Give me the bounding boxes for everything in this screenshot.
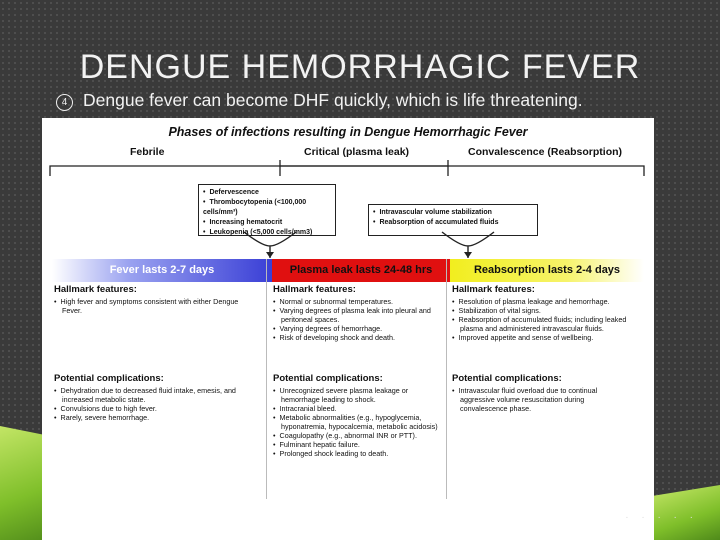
hallmark-item: • Improved appetite and sense of wellbeing. bbox=[452, 333, 632, 342]
bullet-text: Dengue fever can become DHF quickly, which is life threatening. bbox=[83, 90, 583, 110]
dhf-phases-figure bbox=[42, 118, 654, 540]
hallmark-critical bbox=[273, 285, 443, 342]
complication-item: • Coagulopathy (e.g., abnormal INR or PTT). bbox=[273, 431, 445, 440]
hallmark-item: • Risk of developing shock and death. bbox=[273, 333, 443, 342]
complications-heading: Potential complications: bbox=[54, 373, 164, 384]
slide-title: DENGUE HEMORRHAGIC FEVER bbox=[79, 48, 641, 86]
complication-item: • Fulminant hepatic failure. bbox=[273, 440, 445, 449]
complication-item: • Intravascular fluid overload due to continual aggressive volume resuscitation during convalescence phase. bbox=[452, 386, 632, 413]
complications-febrile bbox=[54, 374, 264, 422]
complications-heading: Potential complications: bbox=[273, 373, 383, 384]
complication-item: • Convulsions due to high fever. bbox=[54, 404, 264, 413]
box-item: • Thrombocytopenia (<100,000 cells/mm³) bbox=[203, 198, 331, 218]
complication-item: • Intracranial bleed. bbox=[273, 404, 445, 413]
complication-item: • Dehydration due to decreased fluid intake, emesis, and increased metabolic state. bbox=[54, 386, 264, 404]
complication-item: • Unrecognized severe plasma leakage or hemorrhage leading to shock. bbox=[273, 386, 445, 404]
box-item: • Reabsorption of accumulated fluids bbox=[373, 218, 533, 228]
hallmark-item: • Varying degrees of hemorrhage. bbox=[273, 324, 443, 333]
corner-dots: · · · · · bbox=[625, 512, 698, 523]
bullet-icon: 4 bbox=[56, 94, 73, 111]
box-item: • Leukopenia (<5,000 cells/mm3) bbox=[203, 228, 331, 238]
complications-heading: Potential complications: bbox=[452, 373, 562, 384]
hallmark-heading: Hallmark features: bbox=[273, 284, 356, 295]
hallmark-item: • Reabsorption of accumulated fluids; including leaked plasma and administered intravascular fluids. bbox=[452, 315, 632, 333]
hallmark-convalescence bbox=[452, 285, 632, 342]
box-item: • Defervescence bbox=[203, 188, 331, 198]
column-divider bbox=[446, 259, 447, 499]
box-critical-onset bbox=[198, 184, 336, 236]
box-item: • Intravascular volume stabilization bbox=[373, 208, 533, 218]
hallmark-item: • Varying degrees of plasma leak into pleural and peritoneal spaces. bbox=[273, 306, 443, 324]
hallmark-item: • Normal or subnormal temperatures. bbox=[273, 297, 443, 306]
column-divider bbox=[266, 259, 267, 499]
phase-convalescence: Convalescence (Reabsorption) bbox=[468, 146, 623, 158]
complication-item: • Metabolic abnormalities (e.g., hypoglycemia, hyponatremia, hypocalcemia, metabolic acidosis) bbox=[273, 413, 445, 431]
complications-convalescence bbox=[452, 374, 632, 413]
hallmark-heading: Hallmark features: bbox=[54, 284, 137, 295]
hallmark-heading: Hallmark features: bbox=[452, 284, 535, 295]
band-fever: Fever lasts 2-7 days bbox=[52, 259, 272, 282]
box-item: • Increasing hematocrit bbox=[203, 218, 331, 228]
slide-bullet bbox=[56, 90, 583, 111]
phase-brackets bbox=[48, 158, 648, 178]
complications-critical bbox=[273, 374, 445, 458]
hallmark-item: • High fever and symptoms consistent with either Dengue Fever. bbox=[54, 297, 259, 315]
band-plasma-leak: Plasma leak lasts 24-48 hrs bbox=[272, 259, 450, 282]
complication-item: • Prolonged shock leading to death. bbox=[273, 449, 445, 458]
hallmark-item: • Resolution of plasma leakage and hemorrhage. bbox=[452, 297, 632, 306]
figure-title: Phases of infections resulting in Dengue Hemorrhagic Fever bbox=[168, 125, 528, 139]
phase-febrile: Febrile bbox=[130, 146, 165, 158]
hallmark-item: • Stabilization of vital signs. bbox=[452, 306, 632, 315]
band-reabsorption: Reabsorption lasts 2-4 days bbox=[450, 259, 644, 282]
hallmark-febrile bbox=[54, 285, 259, 315]
connector-braces bbox=[242, 230, 542, 260]
complication-item: • Rarely, severe hemorrhage. bbox=[54, 413, 264, 422]
phase-critical: Critical (plasma leak) bbox=[304, 146, 410, 158]
